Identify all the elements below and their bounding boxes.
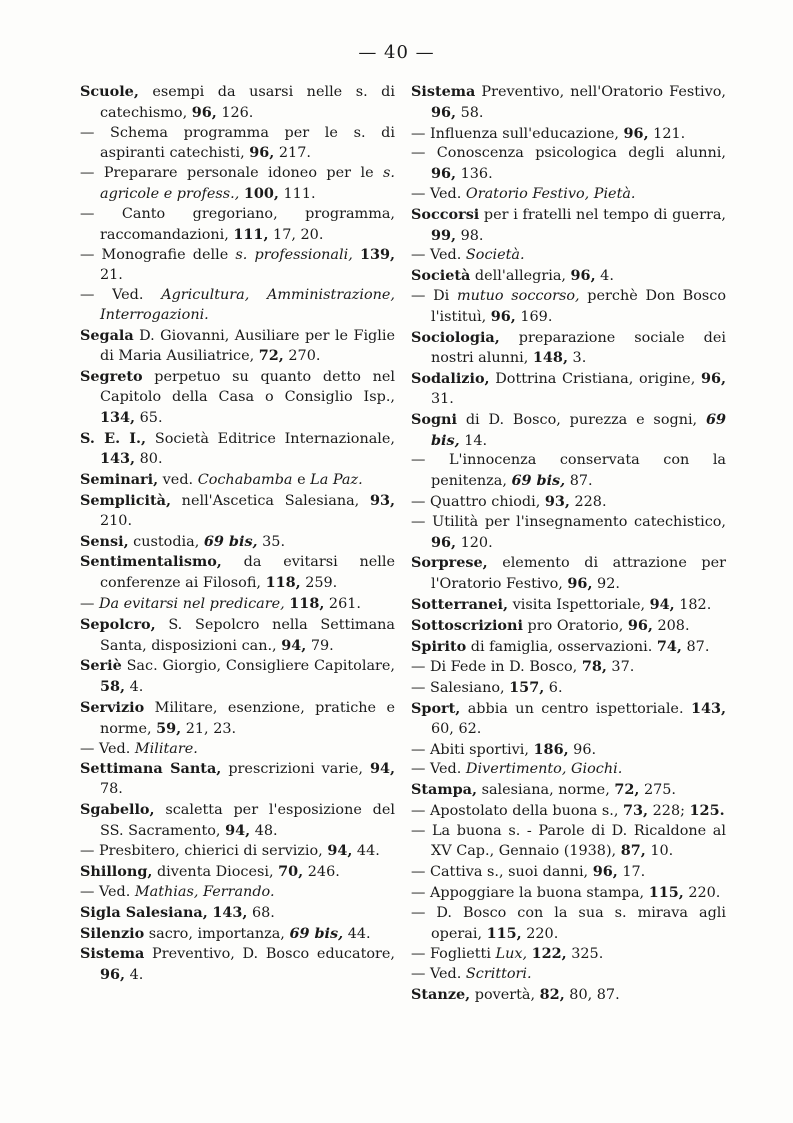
entry-keyword: 157, — [509, 679, 545, 697]
index-entry — [411, 780, 726, 801]
entry-keyword: Sotterranei, — [411, 595, 509, 613]
index-column-left — [80, 82, 400, 986]
entry-keyword: Seriè — [80, 657, 122, 675]
entry-keyword: Stanze, — [411, 986, 471, 1004]
entry-keyword: Shillong, — [80, 863, 153, 881]
entry-text: custodia, — [128, 533, 204, 550]
entry-reference: Mathias, Ferrando. — [134, 884, 275, 901]
entry-keyword: Sport, — [411, 699, 461, 717]
index-entry — [411, 369, 731, 410]
entry-text: — Utilità per l'insegnamento catechistico, — [411, 513, 731, 530]
entry-text: — Di Fede in D. Bosco, — [411, 659, 582, 676]
index-entry — [80, 841, 395, 862]
index-entry — [411, 944, 726, 965]
entry-text: 217. — [274, 145, 311, 162]
entry-text: — Ved. — [80, 740, 135, 757]
entry-text: — Abiti sportivi, — [411, 741, 534, 758]
entry-keyword: 99, — [431, 226, 457, 244]
entry-text: 6. — [544, 680, 563, 697]
entry-text: — L'innocenza conservata con la penitenza, — [411, 452, 731, 490]
index-entry — [80, 740, 395, 760]
index-entry — [411, 205, 731, 247]
entry-keyword: 115, — [486, 924, 522, 942]
entry-text: — Foglietti — [411, 946, 496, 963]
entry-keyword: 96, — [490, 307, 516, 325]
entry-keyword: Scuole, — [80, 83, 139, 100]
entry-text: 44. — [343, 925, 371, 942]
entry-keyword: 94, — [369, 760, 395, 778]
entry-reference: Lux, — [495, 946, 528, 963]
entry-keyword: 72, — [258, 347, 284, 365]
entry-text: 80, 87. — [564, 987, 620, 1004]
entry-text: — Quattro chiodi, — [411, 493, 545, 510]
entry-keyword: Semplicità, — [80, 491, 171, 509]
entry-keyword: Sepolcro, — [80, 615, 156, 633]
entry-keyword: 94, — [281, 636, 307, 654]
index-entry — [80, 491, 400, 532]
entry-keyword: Stampa, — [411, 781, 477, 799]
entry-keyword: Sigla Salesiana, — [80, 903, 208, 921]
entry-keyword: 74, — [656, 637, 682, 655]
index-entry — [411, 553, 731, 595]
entry-text: — Ved. — [411, 761, 466, 778]
entry-text: — Di — [411, 287, 457, 304]
entry-text: 220. — [521, 925, 559, 942]
entry-reference: Da evitarsi nel predicare, — [98, 595, 285, 612]
entry-volume: 69 bis, — [289, 924, 344, 942]
entry-keyword: 118, — [289, 594, 325, 612]
entry-text: — Ved. — [411, 966, 466, 983]
entry-text: da evitarsi nelle conferenze ai Filosofi, — [100, 554, 400, 592]
entry-text: 21, 23. — [181, 720, 237, 737]
entry-keyword: 143, — [690, 699, 726, 717]
entry-text: Dottrina Cristiana, origine, — [489, 371, 701, 388]
entry-text: preparazione sociale dei nostri alunni, — [431, 329, 731, 367]
entry-keyword: 96, — [592, 863, 618, 881]
entry-text: 246. — [303, 864, 340, 881]
entry-text: 96. — [568, 741, 597, 758]
entry-keyword: 72, — [614, 781, 640, 799]
index-entry — [411, 985, 726, 1006]
entry-text: Militare, esenzione, pratiche e norme, — [100, 699, 400, 737]
entry-text: elemento di attrazione per l'Oratorio Festivo, — [431, 555, 731, 593]
entry-keyword: 148, — [532, 349, 568, 367]
index-entry — [411, 451, 731, 492]
index-entry — [80, 903, 395, 924]
index-entry — [411, 760, 726, 780]
entry-text: 35. — [257, 533, 286, 550]
entry-text: — Canto gregoriano, programma, raccomandazioni, — [80, 205, 400, 243]
entry-reference: Agricultura, Amministrazione, Interrogazioni. — [100, 286, 400, 323]
entry-volume: 69 bis, — [511, 472, 566, 490]
entry-text: 10. — [645, 843, 674, 860]
entry-text: — Ved. — [80, 884, 135, 901]
index-entry — [411, 801, 726, 822]
entry-text: 92. — [592, 576, 620, 593]
entry-keyword: Società — [411, 267, 471, 285]
entry-text: nell'Ascetica Salesiana, — [170, 492, 370, 509]
entry-text: diventa Diocesi, — [152, 864, 279, 881]
entry-text: dell'allegria, — [470, 268, 571, 285]
entry-keyword: Sistema — [80, 945, 145, 963]
entry-text: visita Ispettoriale, — [508, 596, 650, 613]
entry-text: 87. — [565, 473, 593, 490]
entry-text: scaletta per l'esposizione del SS. Sacramento, — [100, 801, 400, 839]
entry-keyword: Segreto — [80, 368, 143, 386]
entry-keyword: 100, — [243, 184, 279, 202]
entry-keyword: 96, — [567, 575, 593, 593]
entry-keyword: 96, — [100, 966, 126, 984]
index-entry — [411, 904, 731, 945]
entry-text: — Preparare personale idoneo per le — [80, 165, 384, 182]
entry-text: 4. — [125, 679, 144, 696]
entry-text: 270. — [283, 348, 321, 365]
entry-text: — La buona s. - Parole di D. Ricaldone al XV Cap., Gennaio (1938), — [411, 822, 731, 860]
entry-text: 4. — [595, 268, 614, 285]
entry-reference: s. agricole e profess., — [100, 165, 400, 202]
entry-keyword: Sociologia, — [411, 328, 500, 346]
entry-text: 325. — [566, 946, 604, 963]
entry-text: 60, 62. — [431, 700, 731, 737]
index-entry — [80, 594, 395, 615]
entry-reference: Oratorio Festivo, Pietà. — [465, 185, 636, 202]
entry-keyword: 82, — [539, 986, 565, 1004]
entry-text: prescrizioni varie, — [221, 761, 370, 778]
entry-keyword: 58, — [100, 678, 126, 696]
entry-text: 111. — [278, 185, 316, 202]
entry-text: 98. — [456, 227, 484, 244]
entry-text: 14. — [459, 432, 488, 449]
entry-text: — Ved. — [80, 286, 162, 303]
entry-text: perpetuo su quanto detto nel Capitolo della Casa o Consiglio Isp., — [100, 369, 400, 405]
entry-text: 126. — [216, 104, 254, 121]
entry-text: per i fratelli nel tempo di guerra, — [479, 206, 731, 223]
index-entry — [411, 513, 731, 554]
entry-keyword: 73, — [623, 801, 649, 819]
entry-keyword: 70, — [278, 863, 304, 881]
entry-text: — — [80, 595, 99, 612]
entry-volume: 69 bis, — [203, 532, 258, 550]
entry-text: — Influenza sull'educazione, — [411, 125, 624, 142]
entry-text: perchè Don Bosco l'istituì, — [431, 287, 731, 325]
index-entry — [80, 862, 395, 883]
entry-keyword: 94, — [225, 821, 251, 839]
entry-text: abbia un centro ispettoriale. — [460, 700, 691, 717]
entry-keyword: Settimana Santa, — [80, 760, 222, 778]
entry-text: — Salesiano, — [411, 680, 510, 697]
entry-text: S. Sepolcro nella Settimana Santa, disposizioni can., — [100, 616, 400, 654]
entry-keyword: 139, — [359, 246, 395, 264]
entry-text: — Conoscenza psicologica degli alunni, — [411, 145, 731, 162]
index-entry — [80, 759, 400, 800]
entry-reference: Scrittori. — [465, 966, 532, 983]
entry-keyword: Sogni — [411, 410, 457, 428]
entry-reference: mutuo soccorso, — [456, 287, 580, 304]
entry-keyword: 96, — [623, 124, 649, 142]
entry-keyword: Segala — [80, 326, 134, 344]
index-entry — [411, 657, 726, 678]
entry-text: D. Giovanni, Ausiliare per le Figlie di Maria Ausiliatrice, — [100, 327, 400, 365]
entry-text: — Monografie delle — [80, 247, 236, 264]
entry-keyword: 94, — [649, 595, 675, 613]
entry-text: 220. — [683, 885, 721, 902]
entry-text: — Ved. — [411, 247, 466, 264]
entry-keyword: Sistema — [411, 83, 476, 100]
index-column-right — [411, 82, 732, 1006]
entry-keyword: 59, — [156, 719, 182, 737]
entry-keyword: 96, — [431, 165, 457, 183]
entry-keyword: Sodalizio, — [411, 370, 490, 388]
entry-text: di famiglia, osservazioni. — [466, 638, 657, 655]
entry-text: 31. — [431, 371, 731, 407]
entry-text: 65. — [135, 409, 163, 426]
entry-text: Preventivo, D. Bosco educatore, — [144, 946, 400, 963]
entry-text: 78. — [100, 761, 400, 798]
index-entry — [411, 862, 726, 883]
entry-keyword: 96, — [191, 103, 217, 121]
entry-text: 21. — [100, 247, 400, 284]
entry-keyword: 96, — [249, 144, 275, 162]
entry-keyword: 143, — [212, 903, 248, 921]
entry-text: Preventivo, nell'Oratorio Festivo, — [475, 84, 731, 100]
entry-keyword: Seminari, — [80, 471, 159, 489]
entry-text: 48. — [250, 822, 278, 839]
entry-text: 17. — [617, 864, 646, 881]
entry-keyword: Sottoscrizioni — [411, 616, 523, 634]
entry-text: — D. Bosco con la sua s. mirava agli operai, — [411, 904, 731, 942]
entry-text: pro Oratorio, — [522, 617, 628, 634]
index-entry — [411, 740, 726, 761]
entry-keyword: Sgabello, — [80, 800, 155, 818]
index-entry — [80, 656, 400, 698]
entry-keyword: 134, — [100, 408, 136, 426]
entry-reference: La Paz. — [310, 472, 363, 489]
index-entry — [80, 698, 400, 740]
entry-text: 120. — [456, 534, 493, 551]
index-entry — [80, 429, 400, 471]
entry-text: 210. — [100, 492, 400, 529]
entry-text: — Presbitero, chierici di servizio, — [80, 843, 328, 860]
entry-text: 17, 20. — [268, 226, 324, 243]
entry-text: 87. — [681, 638, 710, 655]
entry-text: 44. — [352, 843, 380, 860]
entry-reference: Cochabamba — [197, 472, 293, 489]
index-entry — [411, 965, 726, 985]
entry-text: 4. — [125, 967, 144, 984]
entry-keyword: Sorprese, — [411, 554, 488, 572]
entry-reference: Militare. — [134, 740, 198, 757]
entry-keyword: 186, — [533, 740, 569, 758]
index-entry — [80, 552, 400, 594]
index-entry — [411, 678, 726, 699]
entry-keyword: 125. — [689, 801, 725, 819]
index-entry — [411, 82, 731, 124]
index-entry — [80, 286, 400, 326]
entry-keyword: Sensi, — [80, 532, 129, 550]
entry-text — [353, 247, 360, 263]
entry-text: 228; — [648, 802, 690, 819]
entry-text: 68. — [247, 904, 275, 921]
index-entry — [80, 367, 400, 428]
entry-text: 121. — [648, 125, 686, 142]
index-entry — [80, 470, 395, 491]
entry-text: 169. — [515, 308, 553, 325]
index-entry — [411, 328, 731, 370]
index-entry — [80, 326, 400, 368]
entry-keyword: 118, — [265, 574, 301, 592]
entry-text: di D. Bosco, purezza e sogni, — [456, 411, 706, 428]
entry-keyword: 96, — [700, 370, 726, 388]
entry-keyword: S. E. I., — [80, 429, 147, 447]
entry-keyword: 93, — [544, 492, 570, 510]
entry-keyword: 78, — [581, 658, 607, 676]
entry-text: 79. — [306, 637, 334, 654]
index-entry — [411, 637, 726, 658]
entry-text: 228. — [569, 493, 607, 510]
entry-keyword: 111, — [233, 225, 269, 243]
entry-keyword: 96, — [627, 616, 653, 634]
entry-text: 182. — [674, 596, 712, 613]
page-number: — 40 — — [358, 42, 435, 63]
entry-text: — Schema programma per le s. di aspiranti catechisti, — [80, 124, 400, 162]
index-entry — [411, 616, 726, 637]
index-entry — [411, 595, 726, 616]
entry-text: — Ved. — [411, 185, 466, 202]
index-entry — [80, 924, 395, 945]
index-entry — [411, 883, 726, 904]
index-entry — [411, 246, 726, 266]
index-entry — [80, 944, 400, 986]
entry-keyword: 93, — [369, 491, 395, 509]
entry-text: — Apostolato della buona s., — [411, 802, 624, 819]
entry-text: sacro, importanza, — [144, 925, 290, 942]
entry-keyword: 96, — [431, 103, 457, 121]
entry-keyword: Silenzio — [80, 924, 145, 942]
index-entry — [80, 164, 400, 205]
index-entry — [411, 492, 726, 513]
index-entry — [80, 615, 400, 657]
entry-reference: Società. — [465, 247, 525, 264]
index-entry — [80, 800, 400, 842]
entry-text: Società Editrice Internazionale, — [146, 430, 400, 447]
index-entry — [411, 185, 726, 205]
entry-text: 80. — [135, 451, 163, 468]
index-entry — [411, 266, 726, 287]
index-entry — [80, 883, 395, 903]
entry-keyword: 96, — [431, 533, 457, 551]
entry-keyword: 96, — [570, 267, 596, 285]
entry-text: — Appoggiare la buona stampa, — [411, 885, 649, 902]
entry-keyword: Servizio — [80, 698, 145, 716]
index-entry — [80, 124, 400, 165]
index-entry — [411, 144, 731, 185]
index-entry — [80, 205, 400, 246]
entry-text: 3. — [567, 350, 587, 367]
entry-keyword: Sentimentalismo, — [80, 553, 222, 571]
entry-keyword: 87, — [620, 842, 646, 860]
entry-keyword: 143, — [100, 450, 136, 468]
index-entry — [411, 124, 726, 145]
entry-text: 259. — [300, 575, 338, 592]
entry-text: 58. — [456, 104, 484, 121]
entry-reference: s. professionali, — [235, 247, 353, 264]
entry-volume: 69 bis, — [431, 410, 732, 449]
entry-text: 275. — [639, 782, 677, 799]
entry-keyword: Spirito — [411, 637, 467, 655]
index-entry — [80, 245, 400, 286]
entry-text: ved. — [158, 472, 198, 489]
entry-text: salesiana, norme, — [477, 782, 615, 799]
entry-text: esempi da usarsi nelle s. di catechismo, — [100, 84, 400, 121]
entry-keyword: 94, — [327, 842, 353, 860]
entry-keyword: 122, — [531, 945, 567, 963]
index-entry — [411, 410, 732, 452]
entry-text: — Cattiva s., suoi danni, — [411, 864, 593, 881]
entry-text: 37. — [606, 659, 635, 676]
index-entry — [80, 532, 395, 553]
entry-text: 136. — [456, 166, 493, 183]
entry-text: e — [292, 472, 311, 489]
entry-text: 261. — [324, 595, 361, 612]
index-entry — [411, 699, 731, 740]
entry-text: 208. — [652, 617, 690, 634]
index-entry — [411, 822, 731, 863]
index-entry — [411, 287, 731, 328]
entry-keyword: 115, — [648, 884, 684, 902]
entry-reference: Divertimento, Giochi. — [465, 761, 623, 778]
entry-keyword: Soccorsi — [411, 205, 480, 223]
entry-text: povertà, — [470, 987, 540, 1004]
entry-text: Sac. Giorgio, Consigliere Capitolare, — [121, 658, 400, 675]
index-entry — [80, 82, 400, 124]
